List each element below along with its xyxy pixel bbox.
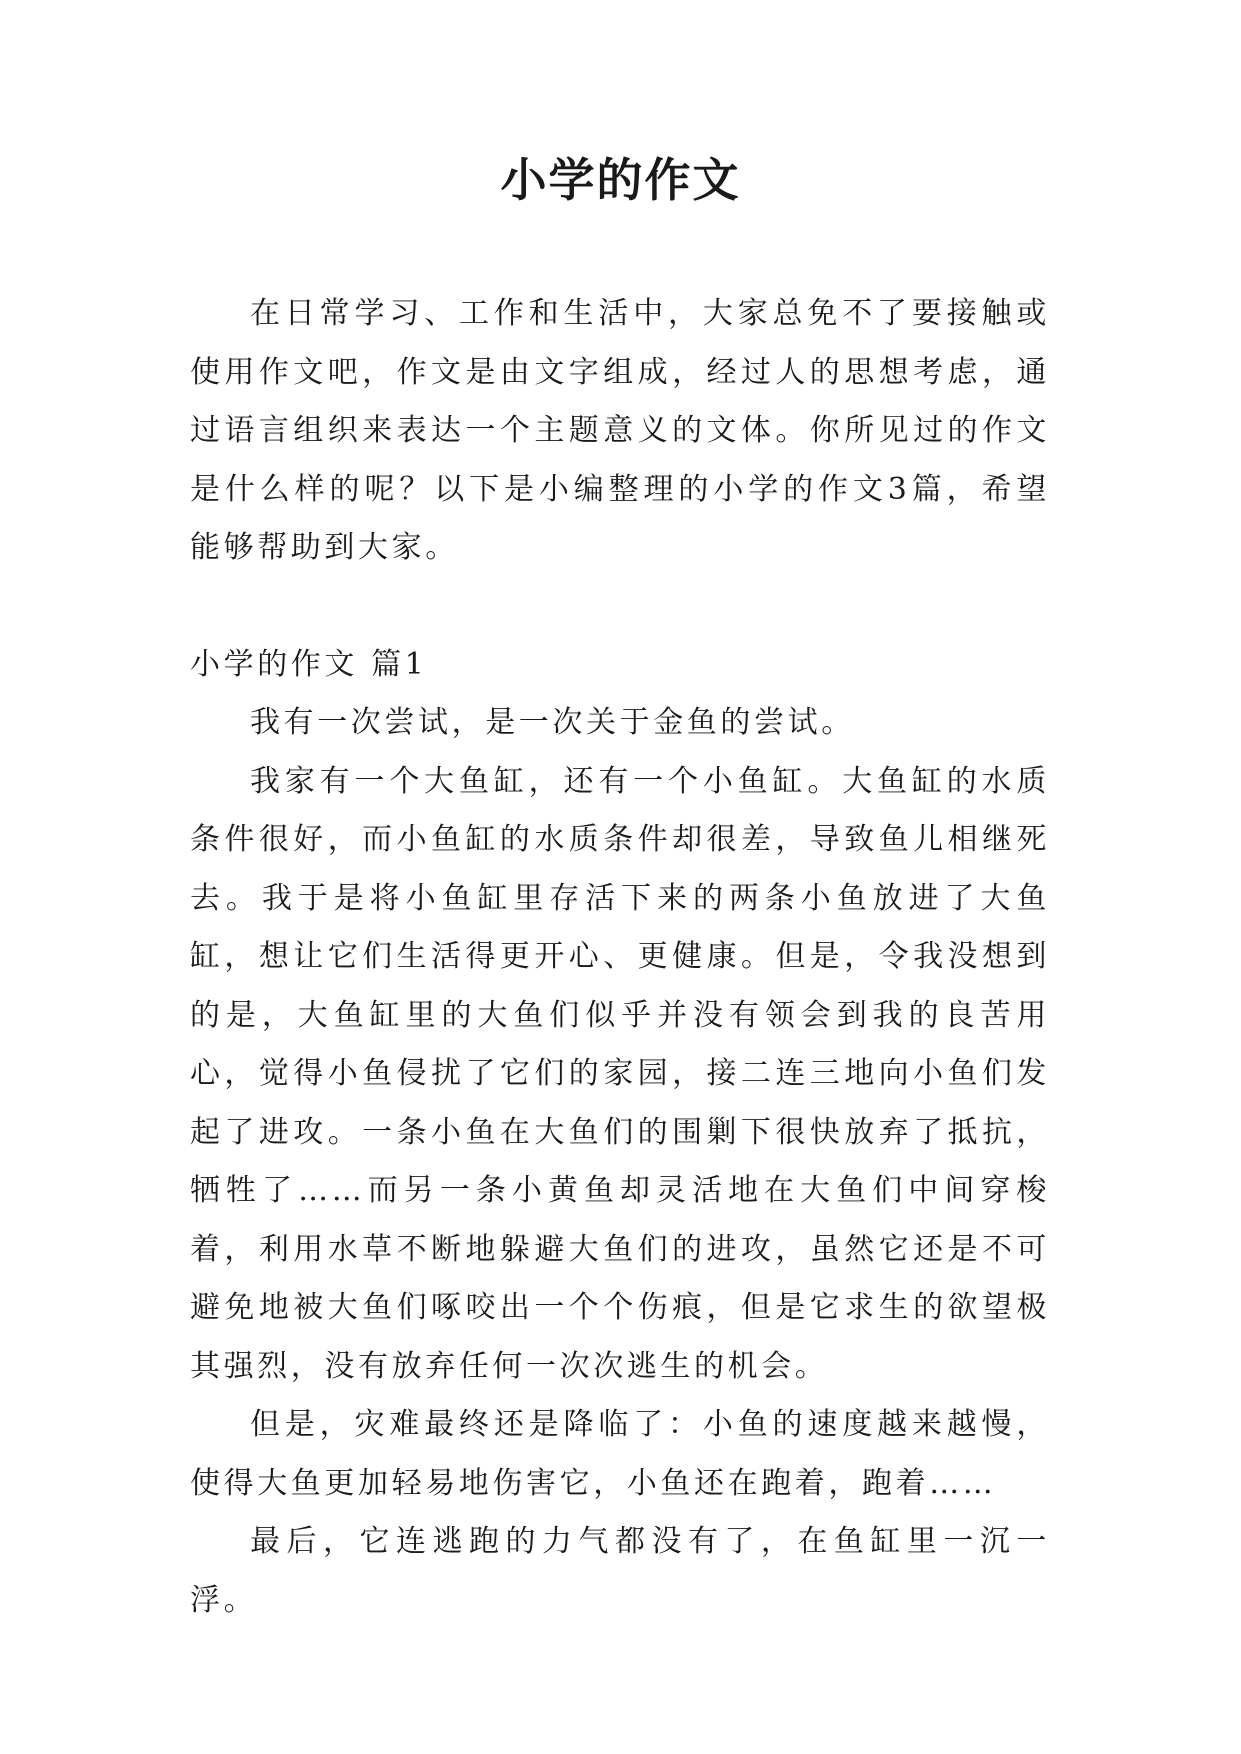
- body-paragraph: 我有一次尝试，是一次关于金鱼的尝试。: [250, 705, 855, 740]
- body-paragraph: 最后，它连逃跑的力气都没有了，在鱼缸里一沉一浮。: [190, 1524, 1050, 1618]
- section-heading: 小学的作文 篇1: [190, 646, 428, 682]
- body-paragraph: 但是，灾难最终还是降临了：小鱼的速度越来越慢，使得大鱼更加轻易地伤害它，小鱼还在跑着，跑着……: [190, 1407, 1050, 1501]
- intro-paragraph: 在日常学习、工作和生活中，大家总免不了要接触或使用作文吧，作文是由文字组成，经过人的思想考虑，通过语言组织来表达一个主题意义的文体。你所见过的作文是什么样的呢？以下是小编整理的小学的作文3篇，希望能够帮助到大家。: [190, 296, 1050, 565]
- body-paragraph: 我家有一个大鱼缸，还有一个小鱼缸。大鱼缸的水质条件很好，而小鱼缸的水质条件却很差，导致鱼儿相继死去。我于是将小鱼缸里存活下来的两条小鱼放进了大鱼缸，想让它们生活得更开心、更健康。但是，令我没想到的是，大鱼缸里的大鱼们似乎并没有领会到我的良苦用心，觉得小鱼侵扰了它们的家园，接二连三地向小鱼们发起了进攻。一条小鱼在大鱼们的围剿下很快放弃了抵抗，牺牲了……而另一条小黄鱼却灵活地在大鱼们中间穿梭着，利用水草不断地躲避大鱼们的进攻，虽然它还是不可避免地被大鱼们啄咬出一个个伤痕，但是它求生的欲望极其强烈，没有放弃任何一次次逃生的机会。: [190, 763, 1050, 1384]
- document-title: 小学的作文: [500, 153, 741, 207]
- document-body: [190, 285, 1050, 1630]
